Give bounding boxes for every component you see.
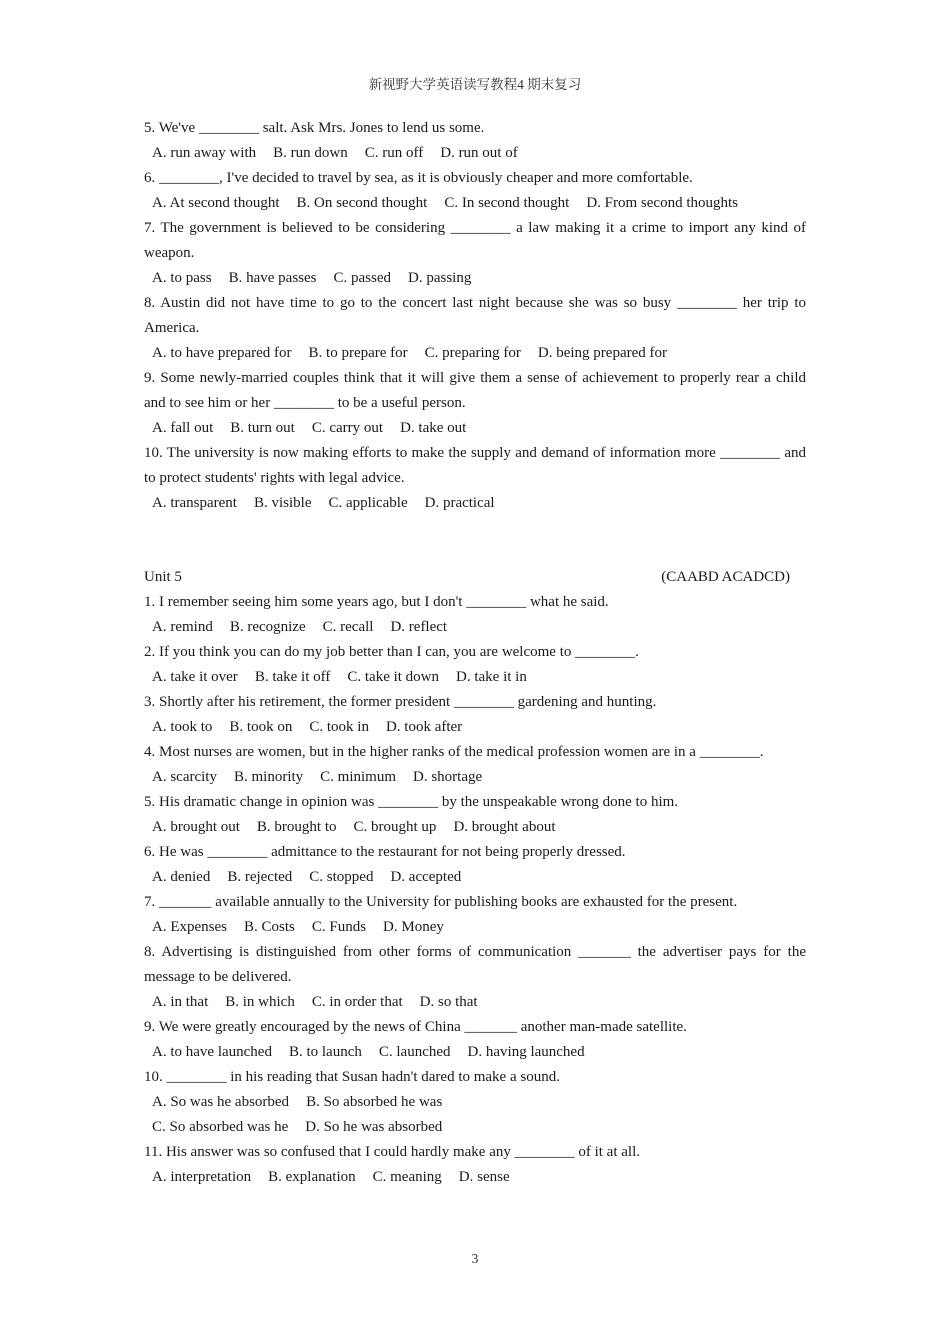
answer-option: B. have passes	[228, 270, 317, 286]
answer-options	[144, 615, 806, 640]
answer-options	[144, 416, 806, 441]
answer-option: C. take it down	[347, 669, 440, 685]
answer-option: C. preparing for	[424, 345, 521, 361]
answer-option: D. accepted	[390, 869, 462, 885]
answer-option: C. meaning	[372, 1169, 442, 1185]
answer-option: A. At second thought	[152, 195, 280, 211]
answer-option: C. carry out	[311, 420, 384, 436]
answer-option: C. brought up	[353, 819, 437, 835]
section-gap	[144, 516, 806, 565]
answer-option: B. in which	[225, 994, 295, 1010]
answer-option: C. applicable	[328, 495, 408, 511]
answer-option: A. to have prepared for	[152, 345, 292, 361]
answer-option: A. run away with	[152, 145, 257, 161]
answer-option: D. take out	[400, 420, 467, 436]
answer-option: C. took in	[309, 719, 369, 735]
answer-options	[144, 815, 806, 840]
answer-options	[144, 1040, 806, 1065]
answer-option: D. having launched	[467, 1044, 585, 1060]
question-text: 7. _______ available annually to the University for publishing books are exhausted for the present.	[144, 894, 738, 910]
question-text: 7. The government is believed to be considering ________ a law making it a crime to import any kind of weapon.	[144, 220, 806, 261]
question-text: 8. Austin did not have time to go to the concert last night because she was so busy ________ her trip to America.	[144, 295, 806, 336]
answer-option: A. to pass	[152, 270, 212, 286]
question-list-part1	[144, 116, 806, 516]
answer-options	[144, 715, 806, 740]
answer-option: B. took on	[229, 719, 293, 735]
answer-option: D. From second thoughts	[586, 195, 738, 211]
unit-answer-key: (CAABD ACADCD)	[661, 569, 790, 585]
answer-option: B. minority	[233, 769, 304, 785]
answer-option: B. visible	[253, 495, 312, 511]
answer-option: D. shortage	[413, 769, 483, 785]
unit-title: Unit 5	[144, 569, 182, 585]
answer-option: B. On second thought	[296, 195, 428, 211]
answer-option: B. Costs	[244, 919, 295, 935]
answer-option: B. recognize	[229, 619, 306, 635]
answer-options	[144, 1165, 806, 1190]
question-text: 9. Some newly-married couples think that it will give them a sense of achievement to properly rear a child and to see him or her ________ to be a useful person.	[144, 370, 806, 411]
answer-option: C. launched	[378, 1044, 451, 1060]
answer-option: D. sense	[458, 1169, 510, 1185]
answer-option: D. so that	[419, 994, 478, 1010]
answer-option: B. brought to	[256, 819, 337, 835]
answer-option: C. Funds	[311, 919, 367, 935]
answer-options	[144, 990, 806, 1015]
answer-option: C. passed	[333, 270, 391, 286]
page-content	[144, 116, 806, 1190]
answer-options	[144, 915, 806, 940]
answer-option: A. remind	[152, 619, 213, 635]
question-text: 1. I remember seeing him some years ago, but I don't ________ what he said.	[144, 594, 609, 610]
question-text: 10. ________ in his reading that Susan hadn't dared to make a sound.	[144, 1069, 560, 1085]
answer-option: D. practical	[424, 495, 495, 511]
answer-option: A. fall out	[152, 420, 214, 436]
question-text: 2. If you think you can do my job better than I can, you are welcome to ________.	[144, 644, 639, 660]
question-text: 4. Most nurses are women, but in the higher ranks of the medical profession women are in a ________.	[144, 744, 764, 760]
answer-options	[144, 765, 806, 790]
answer-options	[144, 865, 806, 890]
answer-option: A. brought out	[152, 819, 240, 835]
answer-option: B. So absorbed he was	[306, 1094, 443, 1110]
answer-options	[144, 1115, 806, 1140]
answer-option: A. denied	[152, 869, 211, 885]
page-number: 3	[471, 1251, 479, 1266]
answer-option: B. turn out	[230, 420, 295, 436]
answer-option: C. minimum	[320, 769, 396, 785]
answer-option: D. take it in	[456, 669, 527, 685]
answer-option: C. in order that	[311, 994, 403, 1010]
answer-option: D. being prepared for	[537, 345, 668, 361]
answer-options	[144, 341, 806, 366]
answer-option: B. explanation	[268, 1169, 356, 1185]
answer-option: B. to launch	[288, 1044, 362, 1060]
answer-options	[144, 266, 806, 291]
question-text: 3. Shortly after his retirement, the former president ________ gardening and hunting.	[144, 694, 657, 710]
answer-option: B. run down	[273, 145, 348, 161]
answer-option: B. to prepare for	[308, 345, 408, 361]
answer-option: C. recall	[322, 619, 374, 635]
answer-option: C. So absorbed was he	[152, 1119, 289, 1135]
answer-options	[144, 665, 806, 690]
question-list-part2	[144, 590, 806, 1190]
answer-option: A. transparent	[152, 495, 237, 511]
answer-option: B. rejected	[227, 869, 293, 885]
question-text: 5. We've ________ salt. Ask Mrs. Jones to lend us some.	[144, 120, 485, 136]
question-text: 9. We were greatly encouraged by the news of China _______ another man-made satellite.	[144, 1019, 687, 1035]
answer-option: A. in that	[152, 994, 209, 1010]
page-header: 新视野大学英语读写教程4 期末复习	[368, 77, 582, 92]
question-text: 6. ________, I've decided to travel by sea, as it is obviously cheaper and more comfortable.	[144, 170, 693, 186]
answer-option: D. brought about	[453, 819, 556, 835]
answer-option: A. Expenses	[152, 919, 227, 935]
answer-options	[144, 191, 806, 216]
answer-option: A. So was he absorbed	[152, 1094, 290, 1110]
question-text: 6. He was ________ admittance to the restaurant for not being properly dressed.	[144, 844, 626, 860]
answer-option: A. take it over	[152, 669, 238, 685]
answer-option: D. took after	[385, 719, 463, 735]
answer-option: A. to have launched	[152, 1044, 272, 1060]
question-text: 11. His answer was so confused that I could hardly make any ________ of it at all.	[144, 1144, 640, 1160]
answer-option: D. reflect	[390, 619, 448, 635]
unit-heading	[144, 565, 806, 590]
answer-option: A. scarcity	[152, 769, 217, 785]
answer-option: C. stopped	[309, 869, 374, 885]
answer-option: C. run off	[364, 145, 424, 161]
answer-option: A. interpretation	[152, 1169, 252, 1185]
question-text: 8. Advertising is distinguished from other forms of communication _______ the advertiser pays for the message to be delivered.	[144, 944, 806, 985]
answer-option: D. So he was absorbed	[305, 1119, 443, 1135]
answer-option: D. passing	[408, 270, 472, 286]
answer-option: D. Money	[383, 919, 444, 935]
answer-options	[144, 141, 806, 166]
answer-option: A. took to	[152, 719, 213, 735]
answer-option: D. run out of	[440, 145, 518, 161]
question-text: 10. The university is now making efforts to make the supply and demand of information more ________ and to protect students' rights with legal advice.	[144, 445, 806, 486]
answer-options	[144, 1090, 806, 1115]
answer-option: B. take it off	[254, 669, 331, 685]
answer-options	[144, 491, 806, 516]
answer-option: C. In second thought	[444, 195, 570, 211]
question-text: 5. His dramatic change in opinion was ________ by the unspeakable wrong done to him.	[144, 794, 679, 810]
